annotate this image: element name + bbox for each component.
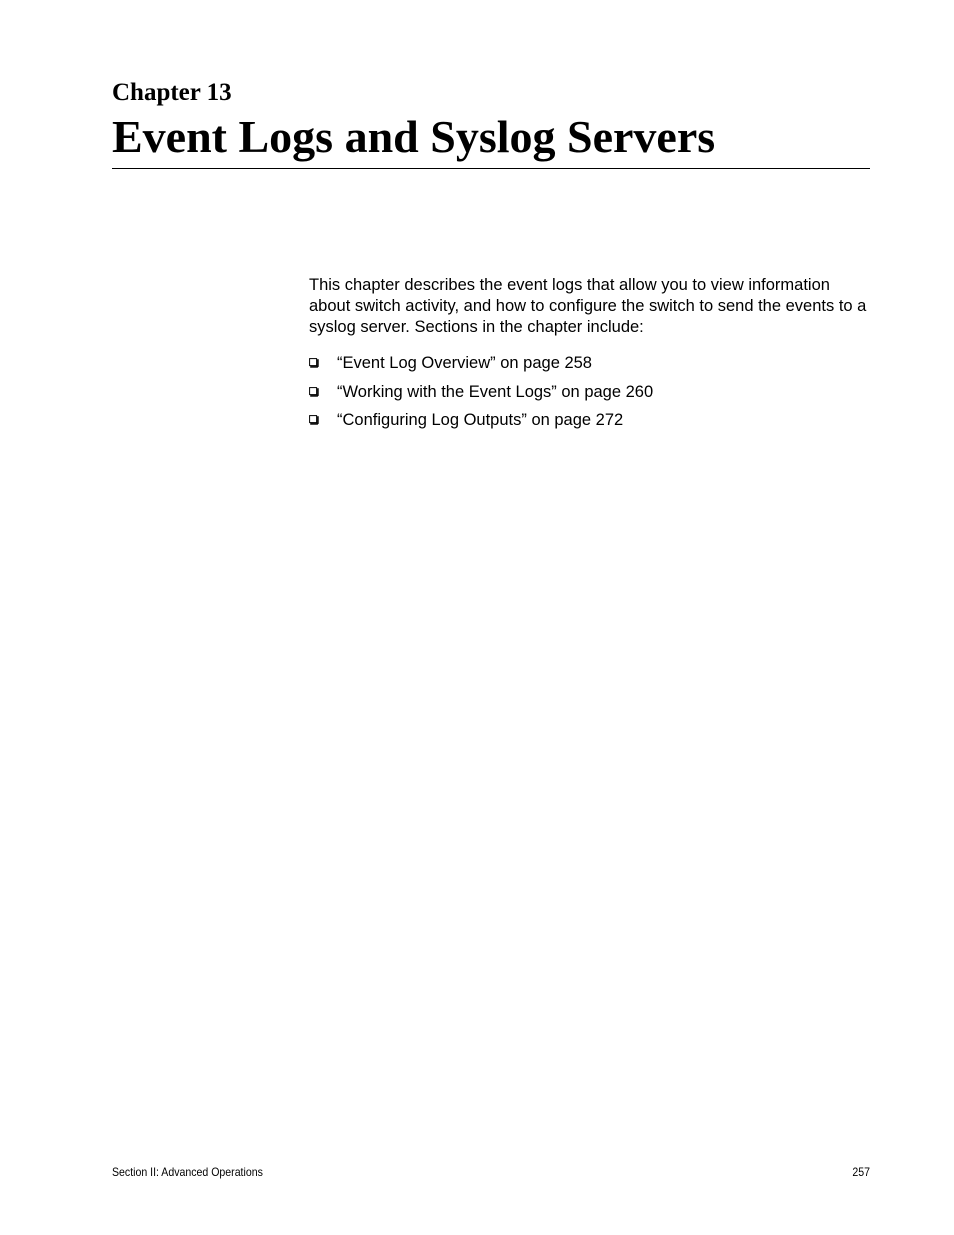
footer-section-title: Section II: Advanced Operations — [112, 1165, 263, 1179]
section-link-label[interactable]: “Working with the Event Logs” on page 260 — [337, 382, 654, 401]
intro-paragraph: This chapter describes the event logs that allow you to view information about switch activity, and how to configure the switch to send the events to a syslog server. Sections in the chapter include: — [309, 276, 867, 336]
section-link-label[interactable]: “Configuring Log Outputs” on page 272 — [337, 411, 624, 429]
square-bullet-icon — [309, 358, 319, 368]
list-item[interactable] — [309, 409, 653, 438]
list-item[interactable] — [309, 381, 653, 410]
title-divider — [112, 168, 870, 169]
chapter-label: Chapter 13 — [112, 79, 232, 106]
chapter-title: Event Logs and Syslog Servers — [112, 111, 716, 162]
section-link-label[interactable]: “Event Log Overview” on page 258 — [337, 354, 592, 372]
square-bullet-icon — [309, 387, 319, 397]
section-list — [309, 352, 653, 438]
list-item[interactable] — [309, 352, 653, 381]
footer-page-number: 257 — [852, 1165, 870, 1179]
square-bullet-icon — [309, 415, 319, 425]
